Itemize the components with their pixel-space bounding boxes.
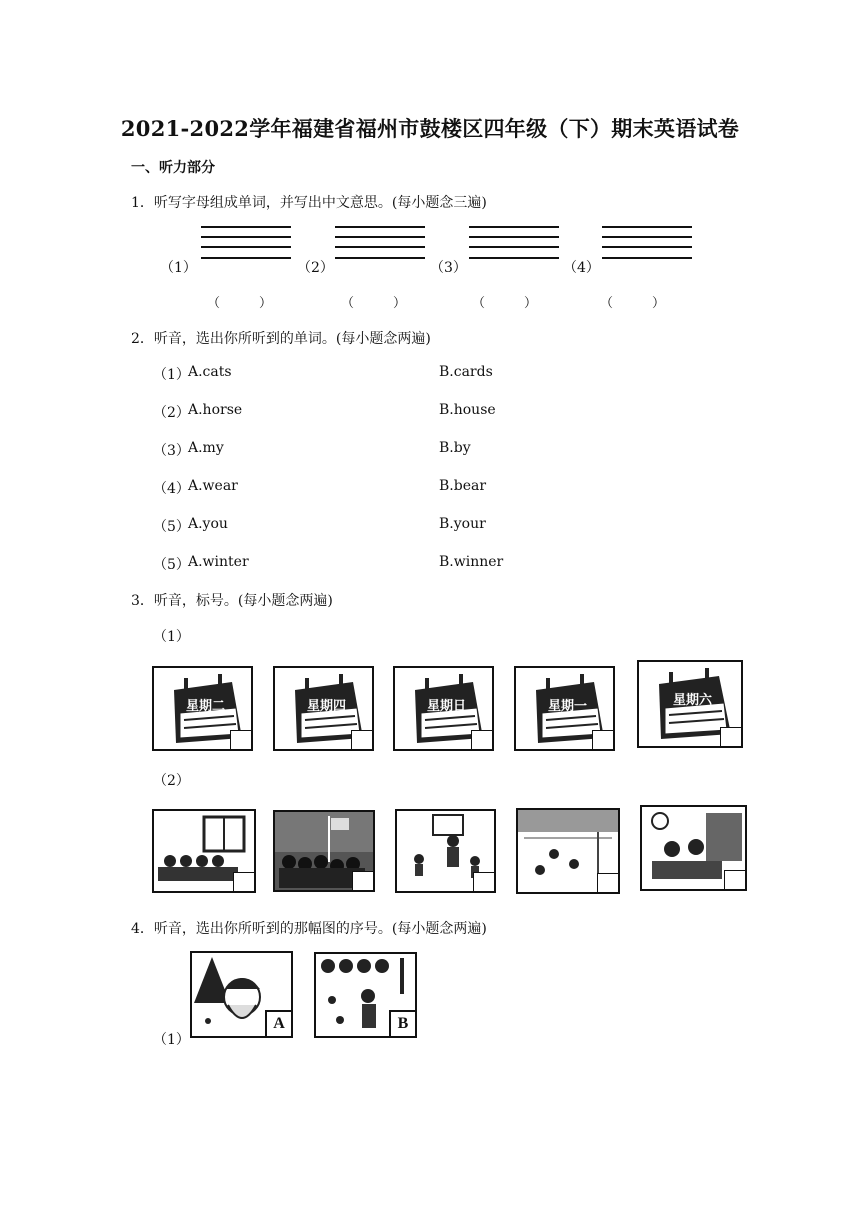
q2-item-number: （3） (153, 443, 190, 459)
q2-option-a[interactable]: A.you (188, 516, 228, 532)
answer-box[interactable] (233, 872, 254, 891)
calendar-picture-5[interactable] (637, 660, 743, 748)
option-label: A (265, 1010, 291, 1036)
q4-picture-a[interactable] (190, 951, 293, 1038)
q2-option-b[interactable]: B.your (439, 516, 486, 532)
q2-item-number: （5） (153, 557, 190, 573)
calendar-day-label: 星期一 (548, 699, 588, 714)
q2-option-b[interactable]: B.winner (439, 554, 504, 570)
q2-option-a[interactable]: A.winter (188, 554, 249, 570)
q1-answer-paren-4[interactable]: （ ） (600, 296, 666, 311)
question-4: 4．听音，选出你所听到的那幅图的序号。(每小题念两遍) (131, 921, 487, 937)
answer-box[interactable] (230, 730, 251, 749)
question-1: 1．听写字母组成单词，并写出中文意思。(每小题念三遍) (131, 195, 487, 211)
q1-answer-paren-2[interactable]: （ ） (341, 296, 407, 311)
q2-item-number: （2） (153, 405, 190, 421)
q1-label-3: （3） (430, 260, 467, 276)
q2-option-a[interactable]: A.horse (188, 402, 243, 418)
q3-sub-1: （1） (153, 629, 190, 645)
scene-picture-playground[interactable] (516, 808, 620, 894)
q2-option-a[interactable]: A.my (188, 440, 224, 456)
scene-picture-classroom[interactable] (152, 809, 256, 893)
q4-picture-b[interactable] (314, 952, 417, 1038)
q1-label-1: （1） (160, 260, 197, 276)
scene-picture-teacher[interactable] (395, 809, 496, 893)
calendar-day-label: 星期日 (427, 699, 467, 714)
q3-sub-2: （2） (153, 773, 190, 789)
q4-sub-1: （1） (153, 1032, 190, 1048)
q2-option-a[interactable]: A.wear (188, 478, 238, 494)
q2-option-b[interactable]: B.by (439, 440, 471, 456)
calendar-picture-4[interactable] (514, 666, 615, 751)
answer-box[interactable] (351, 730, 372, 749)
q2-option-a[interactable]: A.cats (188, 364, 232, 380)
q1-label-2: （2） (297, 260, 334, 276)
q1-writing-lines-3[interactable] (469, 226, 559, 260)
calendar-picture-1[interactable] (152, 666, 253, 751)
calendar-day-label: 星期二 (186, 699, 226, 714)
answer-box[interactable] (592, 730, 613, 749)
q2-option-b[interactable]: B.cards (439, 364, 493, 380)
calendar-picture-3[interactable] (393, 666, 494, 751)
section-heading: 一、听力部分 (131, 160, 215, 176)
q2-option-b[interactable]: B.bear (439, 478, 487, 494)
q1-answer-paren-3[interactable]: （ ） (472, 296, 538, 311)
scene-picture-reading[interactable] (640, 805, 747, 891)
answer-box[interactable] (473, 872, 494, 891)
q1-answer-paren-1[interactable]: （ ） (207, 296, 273, 311)
option-label: B (389, 1010, 415, 1036)
q2-item-number: （1） (153, 367, 190, 383)
question-2: 2．听音，选出你所听到的单词。(每小题念两遍) (131, 331, 431, 347)
page-title: 2021-2022学年福建省福州市鼓楼区四年级（下）期末英语试卷 (120, 116, 740, 141)
question-3: 3．听音，标号。(每小题念两遍) (131, 593, 333, 609)
q1-writing-lines-1[interactable] (201, 226, 291, 260)
scene-picture-flag[interactable] (273, 810, 375, 892)
answer-box[interactable] (724, 870, 745, 889)
calendar-day-label: 星期六 (673, 693, 713, 708)
q1-writing-lines-2[interactable] (335, 226, 425, 260)
answer-box[interactable] (352, 871, 373, 890)
answer-box[interactable] (720, 727, 741, 746)
calendar-picture-2[interactable] (273, 666, 374, 751)
q1-writing-lines-4[interactable] (602, 226, 692, 260)
answer-box[interactable] (471, 730, 492, 749)
q2-item-number: （5） (153, 519, 190, 535)
q2-option-b[interactable]: B.house (439, 402, 496, 418)
q2-item-number: （4） (153, 481, 190, 497)
answer-box[interactable] (597, 873, 618, 892)
q1-label-4: （4） (563, 260, 600, 276)
calendar-day-label: 星期四 (307, 699, 347, 714)
